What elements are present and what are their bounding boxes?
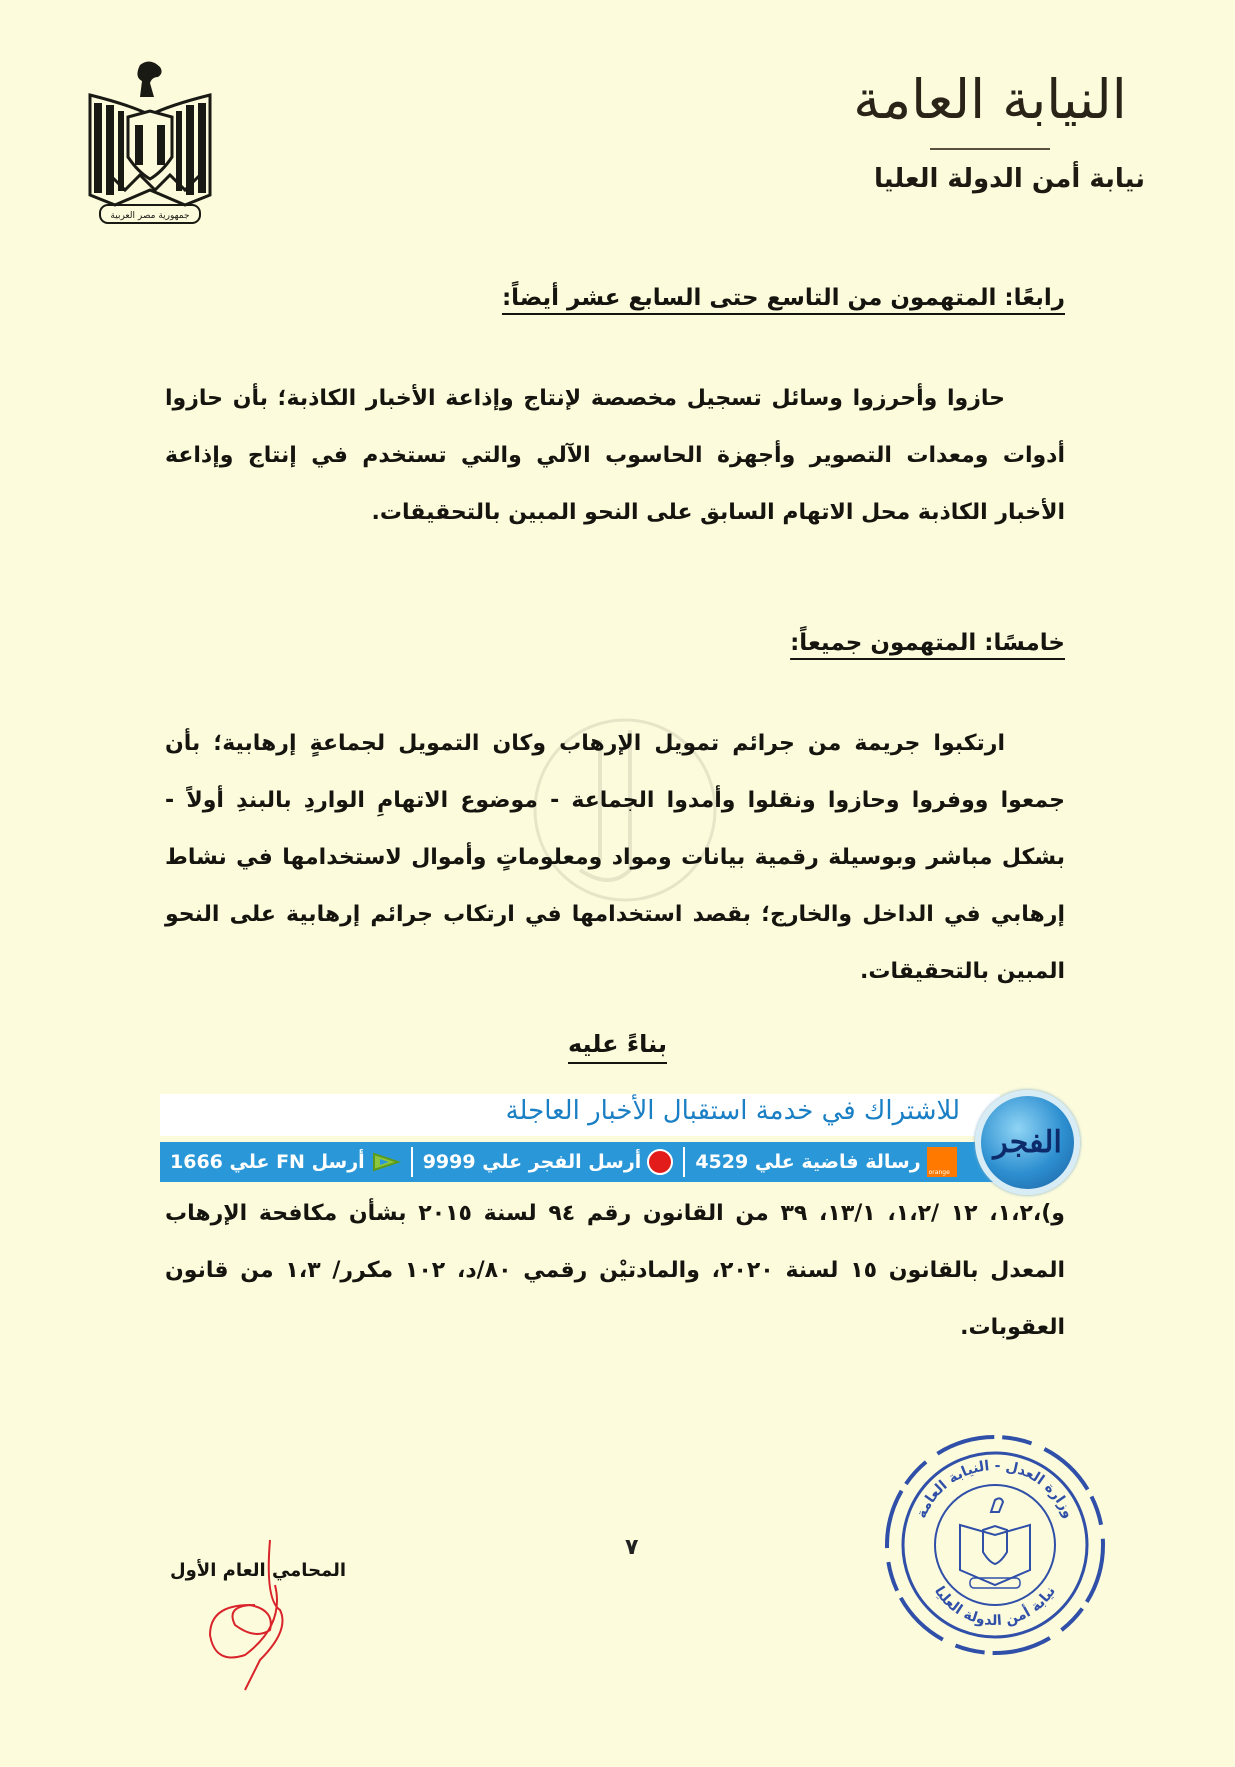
page-number: ٧ [625, 1535, 639, 1560]
carrier-etisalat[interactable] [160, 1151, 411, 1173]
official-stamp-icon [880, 1430, 1110, 1660]
conclusion-paragraph [165, 1185, 1065, 1356]
egypt-eagle-emblem-icon [80, 55, 220, 235]
svg-text:نيابة أمن الدولة العليا: نيابة أمن الدولة العليا [931, 1583, 1059, 1630]
paragraph-text: و)،١،٢، ١٢ /١،٢، ١٣/١، ٣٩ من القانون رقم ٩٤ لسنة ٢٠١٥ بشأن مكافحة الإرهاب المعدل بالقانون ١٥ لسنة ٢٠٢٠، والمادتيْن رقمي ٨٠/د، ١٠٢ مكرر/ ١،٣ من قانون العقوبات. [165, 1201, 1066, 1340]
alfajr-logo-icon[interactable] [975, 1090, 1080, 1195]
carrier-label: رسالة فاضية علي 4529 [695, 1151, 921, 1173]
subscription-banner[interactable] [160, 1090, 1090, 1190]
etisalat-logo-icon [371, 1151, 401, 1173]
conclusion-heading: بناءً عليه [568, 1030, 667, 1058]
vodafone-logo-icon [647, 1149, 673, 1175]
carrier-vodafone[interactable] [413, 1149, 684, 1175]
svg-text:وزارة العدل - النيابة العامة: وزارة العدل - النيابة العامة [913, 1457, 1077, 1521]
carrier-label: أرسل FN علي 1666 [170, 1151, 365, 1173]
letterhead-title: النيابة العامة [853, 68, 1127, 131]
carrier-orange[interactable] [685, 1147, 966, 1177]
signature-icon [205, 1535, 325, 1695]
svg-text:جمهورية مصر العربية: جمهورية مصر العربية [110, 211, 190, 221]
letterhead-subtitle: نيابة أمن الدولة العليا [874, 164, 1145, 194]
banner-divider [683, 1147, 685, 1177]
banner-title-strip [160, 1094, 1000, 1136]
paragraph-text: ارتكبوا جريمة من جرائم تمويل الإرهاب وكان التمويل لجماعةٍ إرهابية؛ بأن جمعوا ووفروا وحازوا ونقلوا وأمدوا الجماعة - موضوع الاتهامِ الواردِ بالبندِ أولاً - بشكل مباشر وبوسيلة رقمية بيانات ومواد ومعلوماتٍ وأموال لاستخدامها في نشاط إرهابي في الداخل والخارج؛ بقصد استخدامها في ارتكاب جرائم إرهابية على النحو المبين بالتحقيقات. [165, 731, 1065, 984]
section-heading-fourth: رابعًا: المتهمون من التاسع حتى السابع عشر أيضاً: [501, 285, 1065, 311]
banner-title: للاشتراك في خدمة استقبال الأخبار العاجلة [505, 1096, 960, 1126]
signatory-title: المحامي العام الأول [170, 1560, 347, 1581]
banner-divider [411, 1147, 413, 1177]
letterhead-divider [930, 148, 1050, 150]
paragraph-text: حازوا وأحرزوا وسائل تسجيل مخصصة لإنتاج وإذاعة الأخبار الكاذبة؛ بأن حازوا أدوات ومعدات التصوير وأجهزة الحاسوب الآلي والتي تستخدم في إنتاج وإذاعة الأخبار الكاذبة محل الاتهام السابق على النحو المبين بالتحقيقات. [165, 386, 1065, 525]
orange-logo-icon [927, 1147, 957, 1177]
section-paragraph-fourth [165, 370, 1065, 541]
banner-carrier-bar [160, 1142, 1000, 1182]
section-heading-fifth: خامسًا: المتهمون جميعاً: [790, 630, 1065, 656]
logo-text: الفجر [993, 1125, 1062, 1160]
carrier-label: أرسل الفجر علي 9999 [422, 1151, 642, 1173]
section-paragraph-fifth [165, 715, 1065, 1000]
letterhead [835, 60, 1145, 194]
